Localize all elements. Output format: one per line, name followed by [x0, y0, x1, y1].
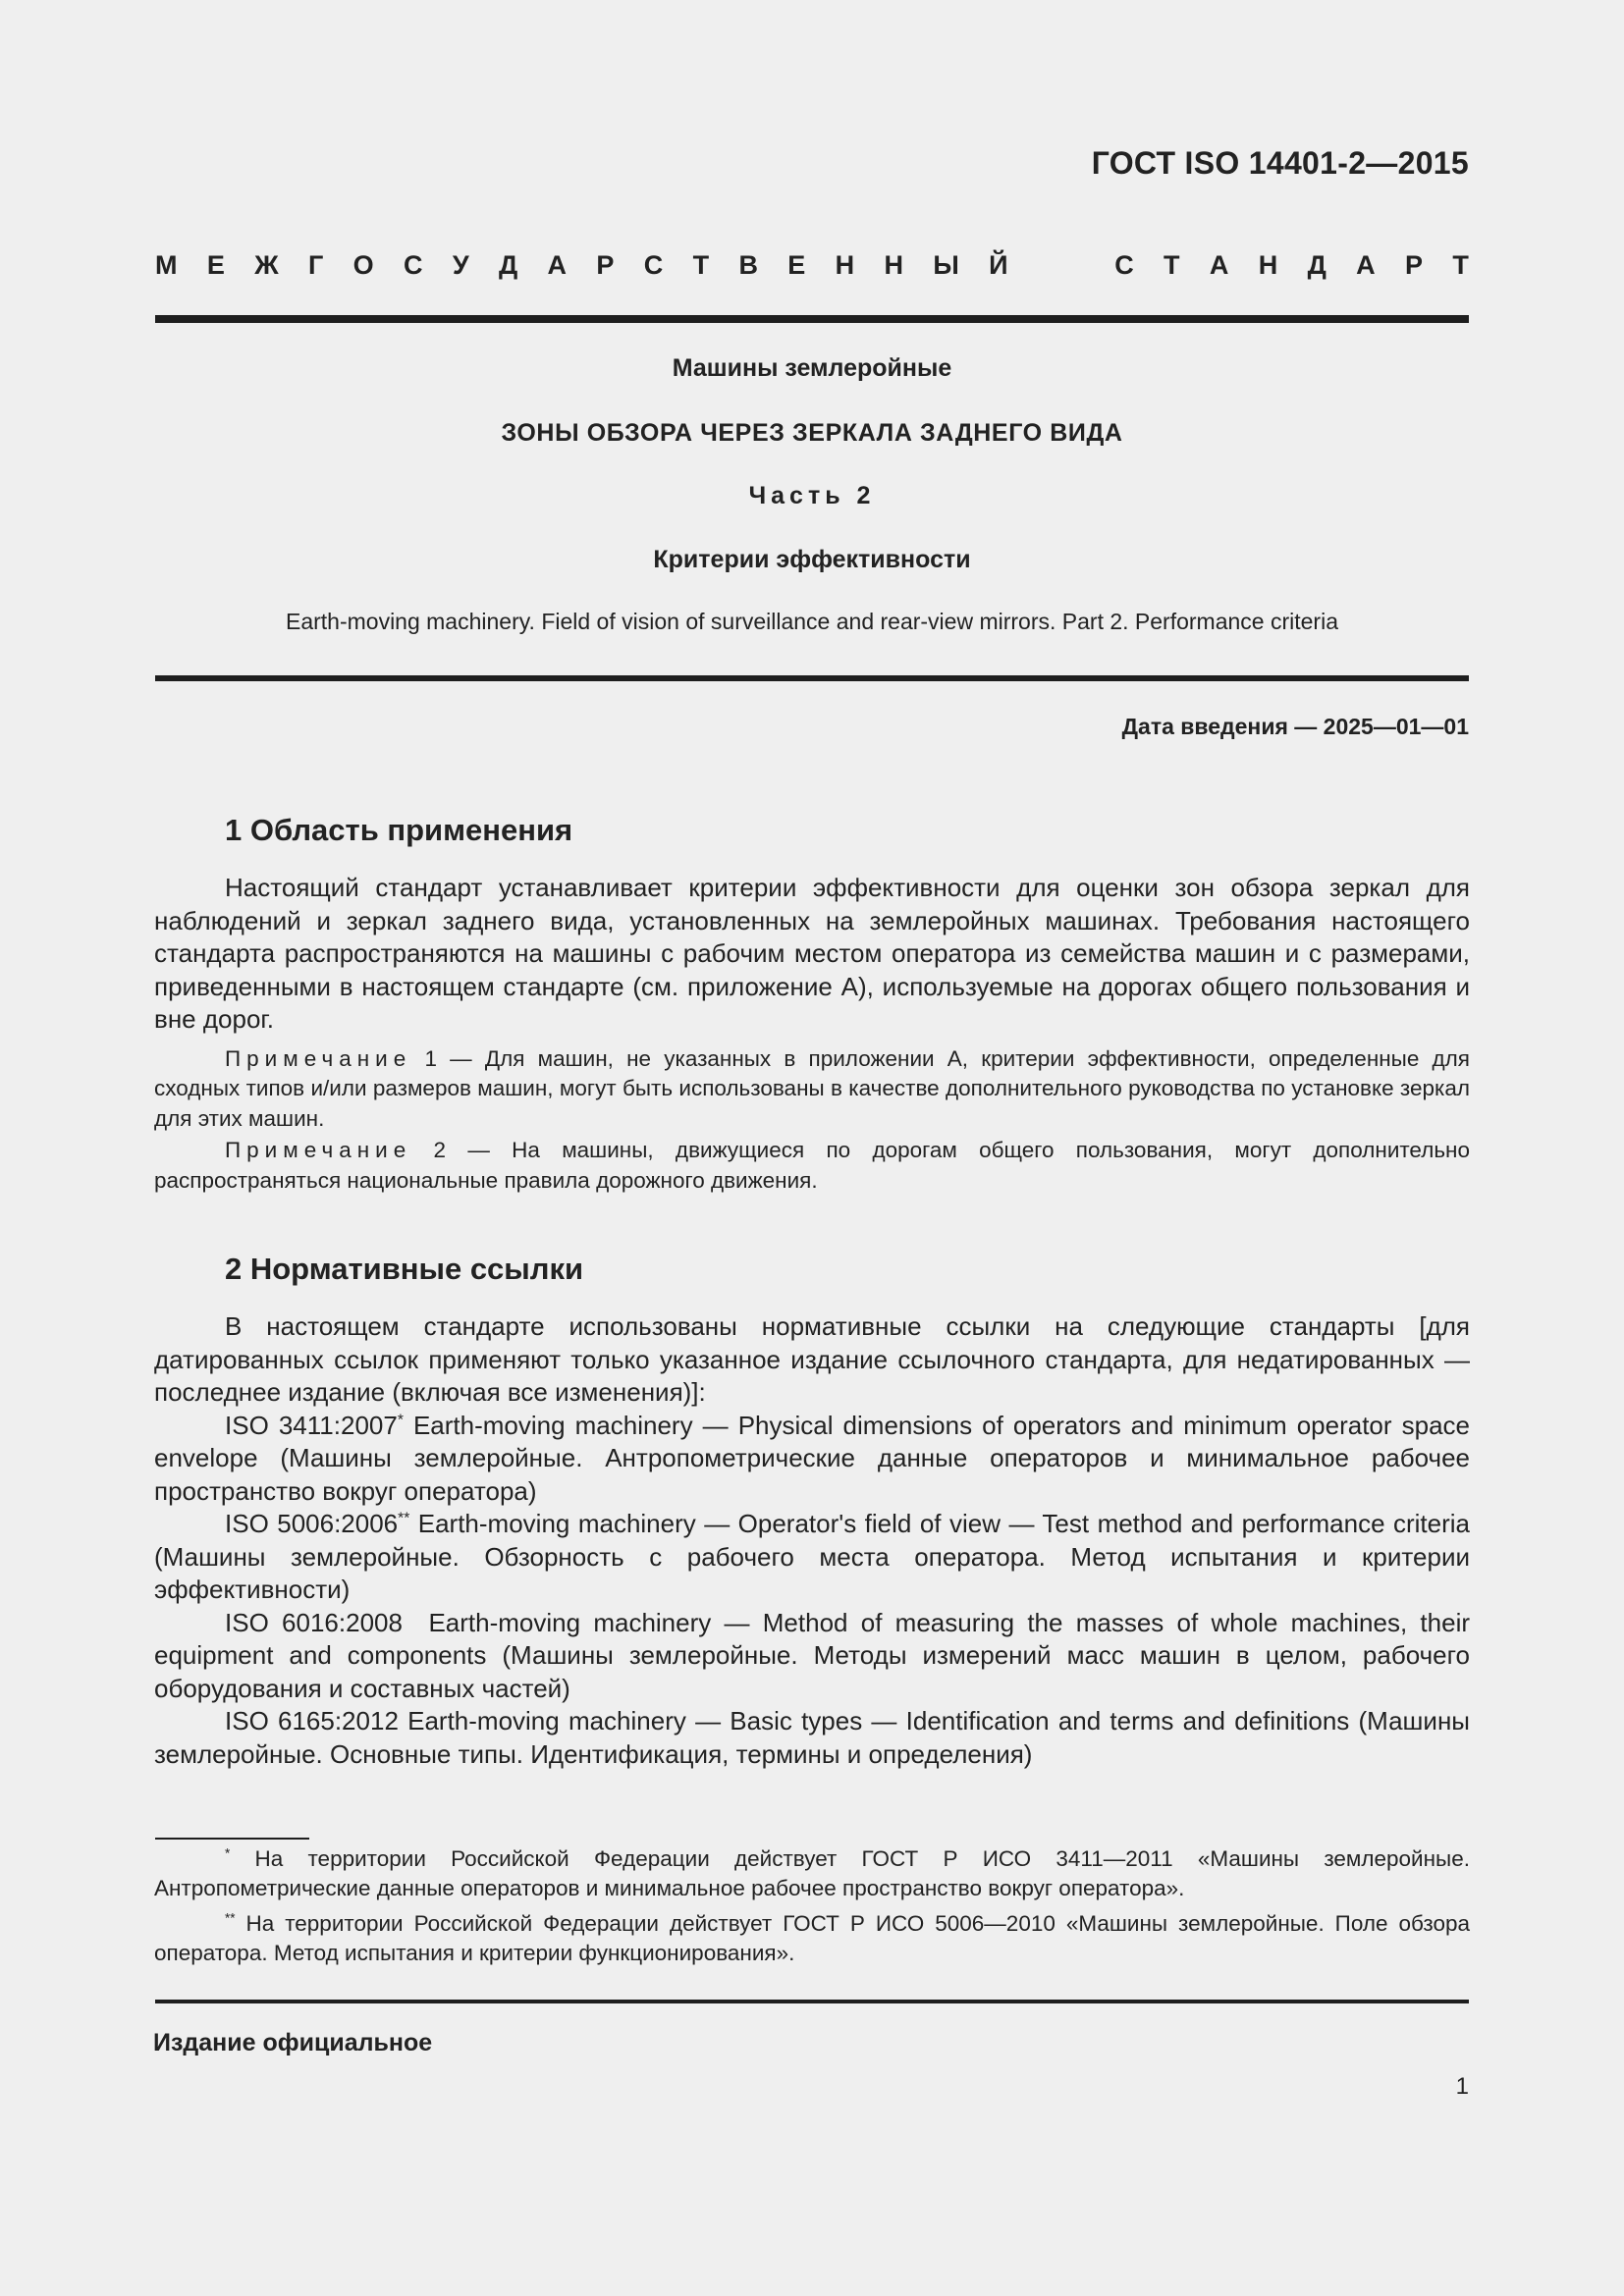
- footnotes: [154, 1844, 1470, 1968]
- footnote-2: [154, 1909, 1470, 1968]
- heading-letter: С: [643, 250, 664, 280]
- reference-text: Earth-moving machinery — Physical dimensions of operators and minimum operator space envelope (Машины землеройные. Антропометрические данные операторов и минимальное рабочее пространство вокруг оператора): [154, 1410, 1470, 1506]
- title-line-1: Машины землеройные: [672, 354, 952, 382]
- heading-letter: У: [452, 250, 469, 280]
- heading-letter: Е: [206, 250, 225, 280]
- section-1-heading: 1 Область применения: [225, 813, 573, 847]
- title-part: Часть 2: [748, 482, 876, 509]
- reference-item: [154, 1705, 1470, 1771]
- heading-letter: О: [352, 250, 374, 280]
- heading-letter: Т: [1164, 250, 1180, 280]
- reference-item: [154, 1410, 1470, 1509]
- heading-letter: А: [547, 250, 568, 280]
- footnote-text: На территории Российской Федерации действует ГОСТ Р ИСО 5006—2010 «Машины землеройные. Поле обзора оператора. Метод испытания и критерии функционирования».: [154, 1911, 1470, 1965]
- note-1-text: 1 — Для машин, не указанных в приложении А, критерии эффективности, определенные для сходных типов и/или размеров машин, могут быть использованы в качестве дополнительного руководства по установке зеркал для этих машин.: [154, 1045, 1470, 1131]
- top-rule: [155, 315, 1469, 323]
- heading-word-gap: [1038, 250, 1085, 281]
- note-1-label: Примечание: [225, 1045, 412, 1071]
- heading-letter: А: [1209, 250, 1229, 280]
- heading-letter: Г: [307, 250, 324, 280]
- reference-item: [154, 1607, 1478, 1706]
- heading-letter: Д: [498, 250, 518, 280]
- reference-code: ISO 6165:2012: [225, 1706, 399, 1735]
- title-line-2: ЗОНЫ ОБЗОРА ЧЕРЕЗ ЗЕРКАЛА ЗАДНЕГО ВИДА: [501, 419, 1123, 447]
- footnote-1: [154, 1844, 1470, 1903]
- reference-code: ISO 3411:2007: [225, 1410, 398, 1440]
- note-2: [154, 1136, 1470, 1196]
- reference-footnote-mark: **: [398, 1510, 410, 1527]
- heading-letter: В: [738, 250, 758, 280]
- section-2-body: [154, 1310, 1478, 1771]
- heading-letter: С: [1114, 250, 1134, 280]
- heading-letter: М: [155, 250, 178, 280]
- reference-item: [154, 1508, 1470, 1607]
- reference-code: ISO 5006:2006: [225, 1509, 399, 1538]
- heading-letter: Т: [1452, 250, 1469, 280]
- heading-letter: Д: [1307, 250, 1326, 280]
- reference-footnote-mark: *: [397, 1411, 404, 1428]
- reference-code: ISO 6016:2008: [225, 1607, 403, 1637]
- title-rule: [155, 675, 1469, 681]
- title-subtitle: Критерии эффективности: [653, 546, 971, 573]
- bottom-rule: [155, 2000, 1469, 2003]
- footnote-text: На территории Российской Федерации действует ГОСТ Р ИСО 3411—2011 «Машины землеройные. Антропометрические данные операторов и минимальное рабочее пространство вокруг оператора».: [154, 1846, 1470, 1900]
- standard-type-heading: [155, 250, 1469, 281]
- note-2-text: 2 — На машины, движущиеся по дорогам общего пользования, могут дополнительно распространяться национальные правила дорожного движения.: [154, 1138, 1470, 1193]
- introduction-date: Дата введения — 2025—01—01: [1121, 714, 1469, 739]
- heading-letter: Ж: [254, 250, 279, 280]
- section-2-paragraph: В настоящем стандарте использованы нормативные ссылки на следующие стандарты [для датированных ссылок применяют только указанное издание ссылочного стандарта, для недатированных — последнее издание (включая все изменения)]:: [154, 1311, 1470, 1407]
- reference-text: Earth-moving machinery — Operator's field of view — Test method and performance criteria (Машины землеройные. Обзорность с рабочего места оператора. Метод испытания и критерии эффективности): [154, 1509, 1471, 1604]
- document-number: ГОСТ ISO 14401-2—2015: [1091, 145, 1469, 181]
- heading-letter: Т: [692, 250, 710, 280]
- page-number: 1: [1455, 2073, 1469, 2100]
- note-2-label: Примечание: [225, 1138, 412, 1162]
- reference-text: Earth-moving machinery — Method of measuring the masses of whole machines, their equipment and components (Машины землеройные. Методы измерений масс машин в целом, рабочего оборудования и составных частей): [154, 1607, 1478, 1703]
- heading-letter: Ы: [933, 250, 959, 280]
- note-1: [154, 1044, 1470, 1135]
- footnote-mark: *: [225, 1845, 231, 1861]
- english-title: Earth-moving machinery. Field of vision of surveillance and rear-view mirrors. Part 2. Performance criteria: [285, 609, 1338, 634]
- heading-letter: Е: [787, 250, 806, 280]
- heading-letter: Р: [1405, 250, 1424, 280]
- footnote-mark: **: [225, 1910, 236, 1926]
- official-edition-label: Издание официальное: [153, 2029, 433, 2056]
- heading-letter: Н: [884, 250, 903, 280]
- section-1-body: [154, 872, 1470, 1196]
- heading-letter: Р: [596, 250, 615, 280]
- reference-text: Earth-moving machinery — Basic types — Identification and terms and definitions (Машины землеройные. Основные типы. Идентификация, термины и определения): [154, 1706, 1470, 1769]
- heading-letter: С: [403, 250, 423, 280]
- section-2-heading: 2 Нормативные ссылки: [225, 1252, 584, 1286]
- heading-letter: Н: [1258, 250, 1278, 280]
- heading-letter: Й: [989, 250, 1008, 280]
- footnote-separator: [155, 1838, 309, 1840]
- heading-letter: А: [1356, 250, 1376, 280]
- heading-letter: Н: [835, 250, 855, 280]
- section-1-paragraph: Настоящий стандарт устанавливает критерии эффективности для оценки зон обзора зеркал для наблюдений и зеркал заднего вида, установленных на землеройных машинах. Требования настоящего стандарта распространяются на машины с рабочим местом оператора из семейства машин и с размерами, приведенными в настоящем стандарте (см. приложение А), используемые на дорогах общего пользования и вне дорог.: [154, 873, 1470, 1034]
